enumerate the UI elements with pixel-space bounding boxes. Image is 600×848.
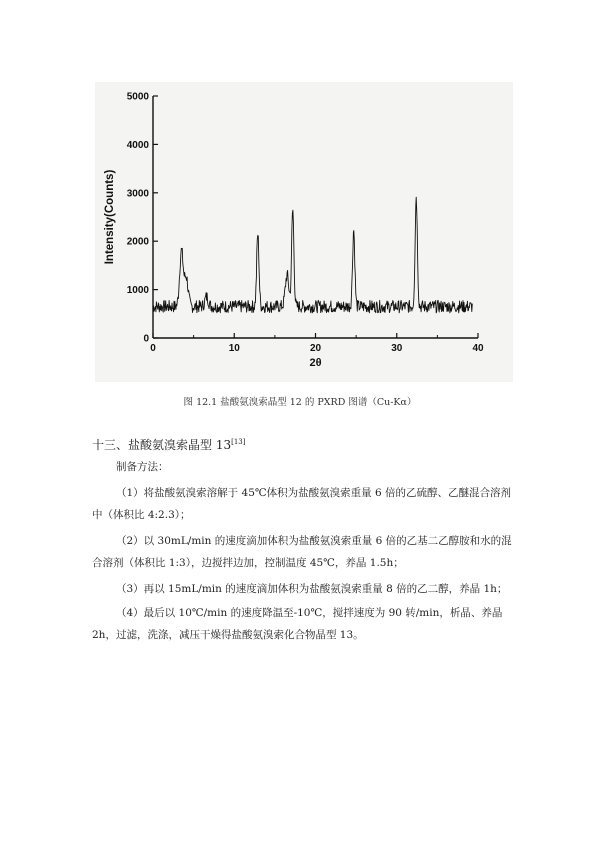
y-tick-label: 3000 <box>126 188 149 200</box>
y-tick-label: 2000 <box>126 236 149 248</box>
x-tick-label: 0 <box>150 343 156 354</box>
y-tick-label: 5000 <box>126 91 149 103</box>
x-axis-label: 2θ <box>309 357 322 369</box>
pxrd-chart <box>95 82 513 382</box>
x-tick-label: 20 <box>309 343 322 354</box>
chart-ticks <box>127 92 484 355</box>
x-tick-label: 30 <box>391 343 403 354</box>
section-heading-text: 十三、盐酸氨溴索晶型 13 <box>92 438 232 452</box>
y-axis-label: Intensity(Counts) <box>104 169 116 265</box>
step-3: （3）再以 15mL/min 的速度滴加体积为盐酸氨溴索重量 8 倍的乙二醇，养晶 1h； <box>116 583 508 595</box>
y-tick-label: 4000 <box>126 139 149 151</box>
figure-caption: 图 12.1 盐酸氨溴索晶型 12 的 PXRD 图谱（Cu-Kα） <box>183 397 417 408</box>
reference-marker: [13] <box>231 438 246 446</box>
y-tick-label: 1000 <box>126 285 149 297</box>
x-tick-label: 10 <box>228 343 240 354</box>
step-1: （1）将盐酸氨溴索溶解于 45℃体积为盐酸氨溴索重量 6 倍的乙硫醇、乙醚混合溶剂中（体积比 4:2.3）； <box>92 487 511 521</box>
x-tick-label: 40 <box>472 343 484 354</box>
method-label: 制备方法： <box>116 461 169 473</box>
y-tick-label: 0 <box>143 333 149 345</box>
section-heading <box>92 436 245 453</box>
peak-markers <box>181 195 416 297</box>
pxrd-pattern-line <box>153 197 472 313</box>
step-2: （2）以 30mL/min 的速度滴加体积为盐酸氨溴索重量 6 倍的乙基二乙醇胺和水的混合溶剂（体积比 1:3），边搅拌边加，控制温度 45℃，养晶 1.5h； <box>92 535 512 569</box>
step-4: （4）最后以 10℃/min 的速度降温至-10℃，搅拌速度为 90 转/min，析晶、养晶 2h，过滤，洗涤，减压干燥得盐酸氨溴索化合物晶型 13。 <box>92 607 503 641</box>
